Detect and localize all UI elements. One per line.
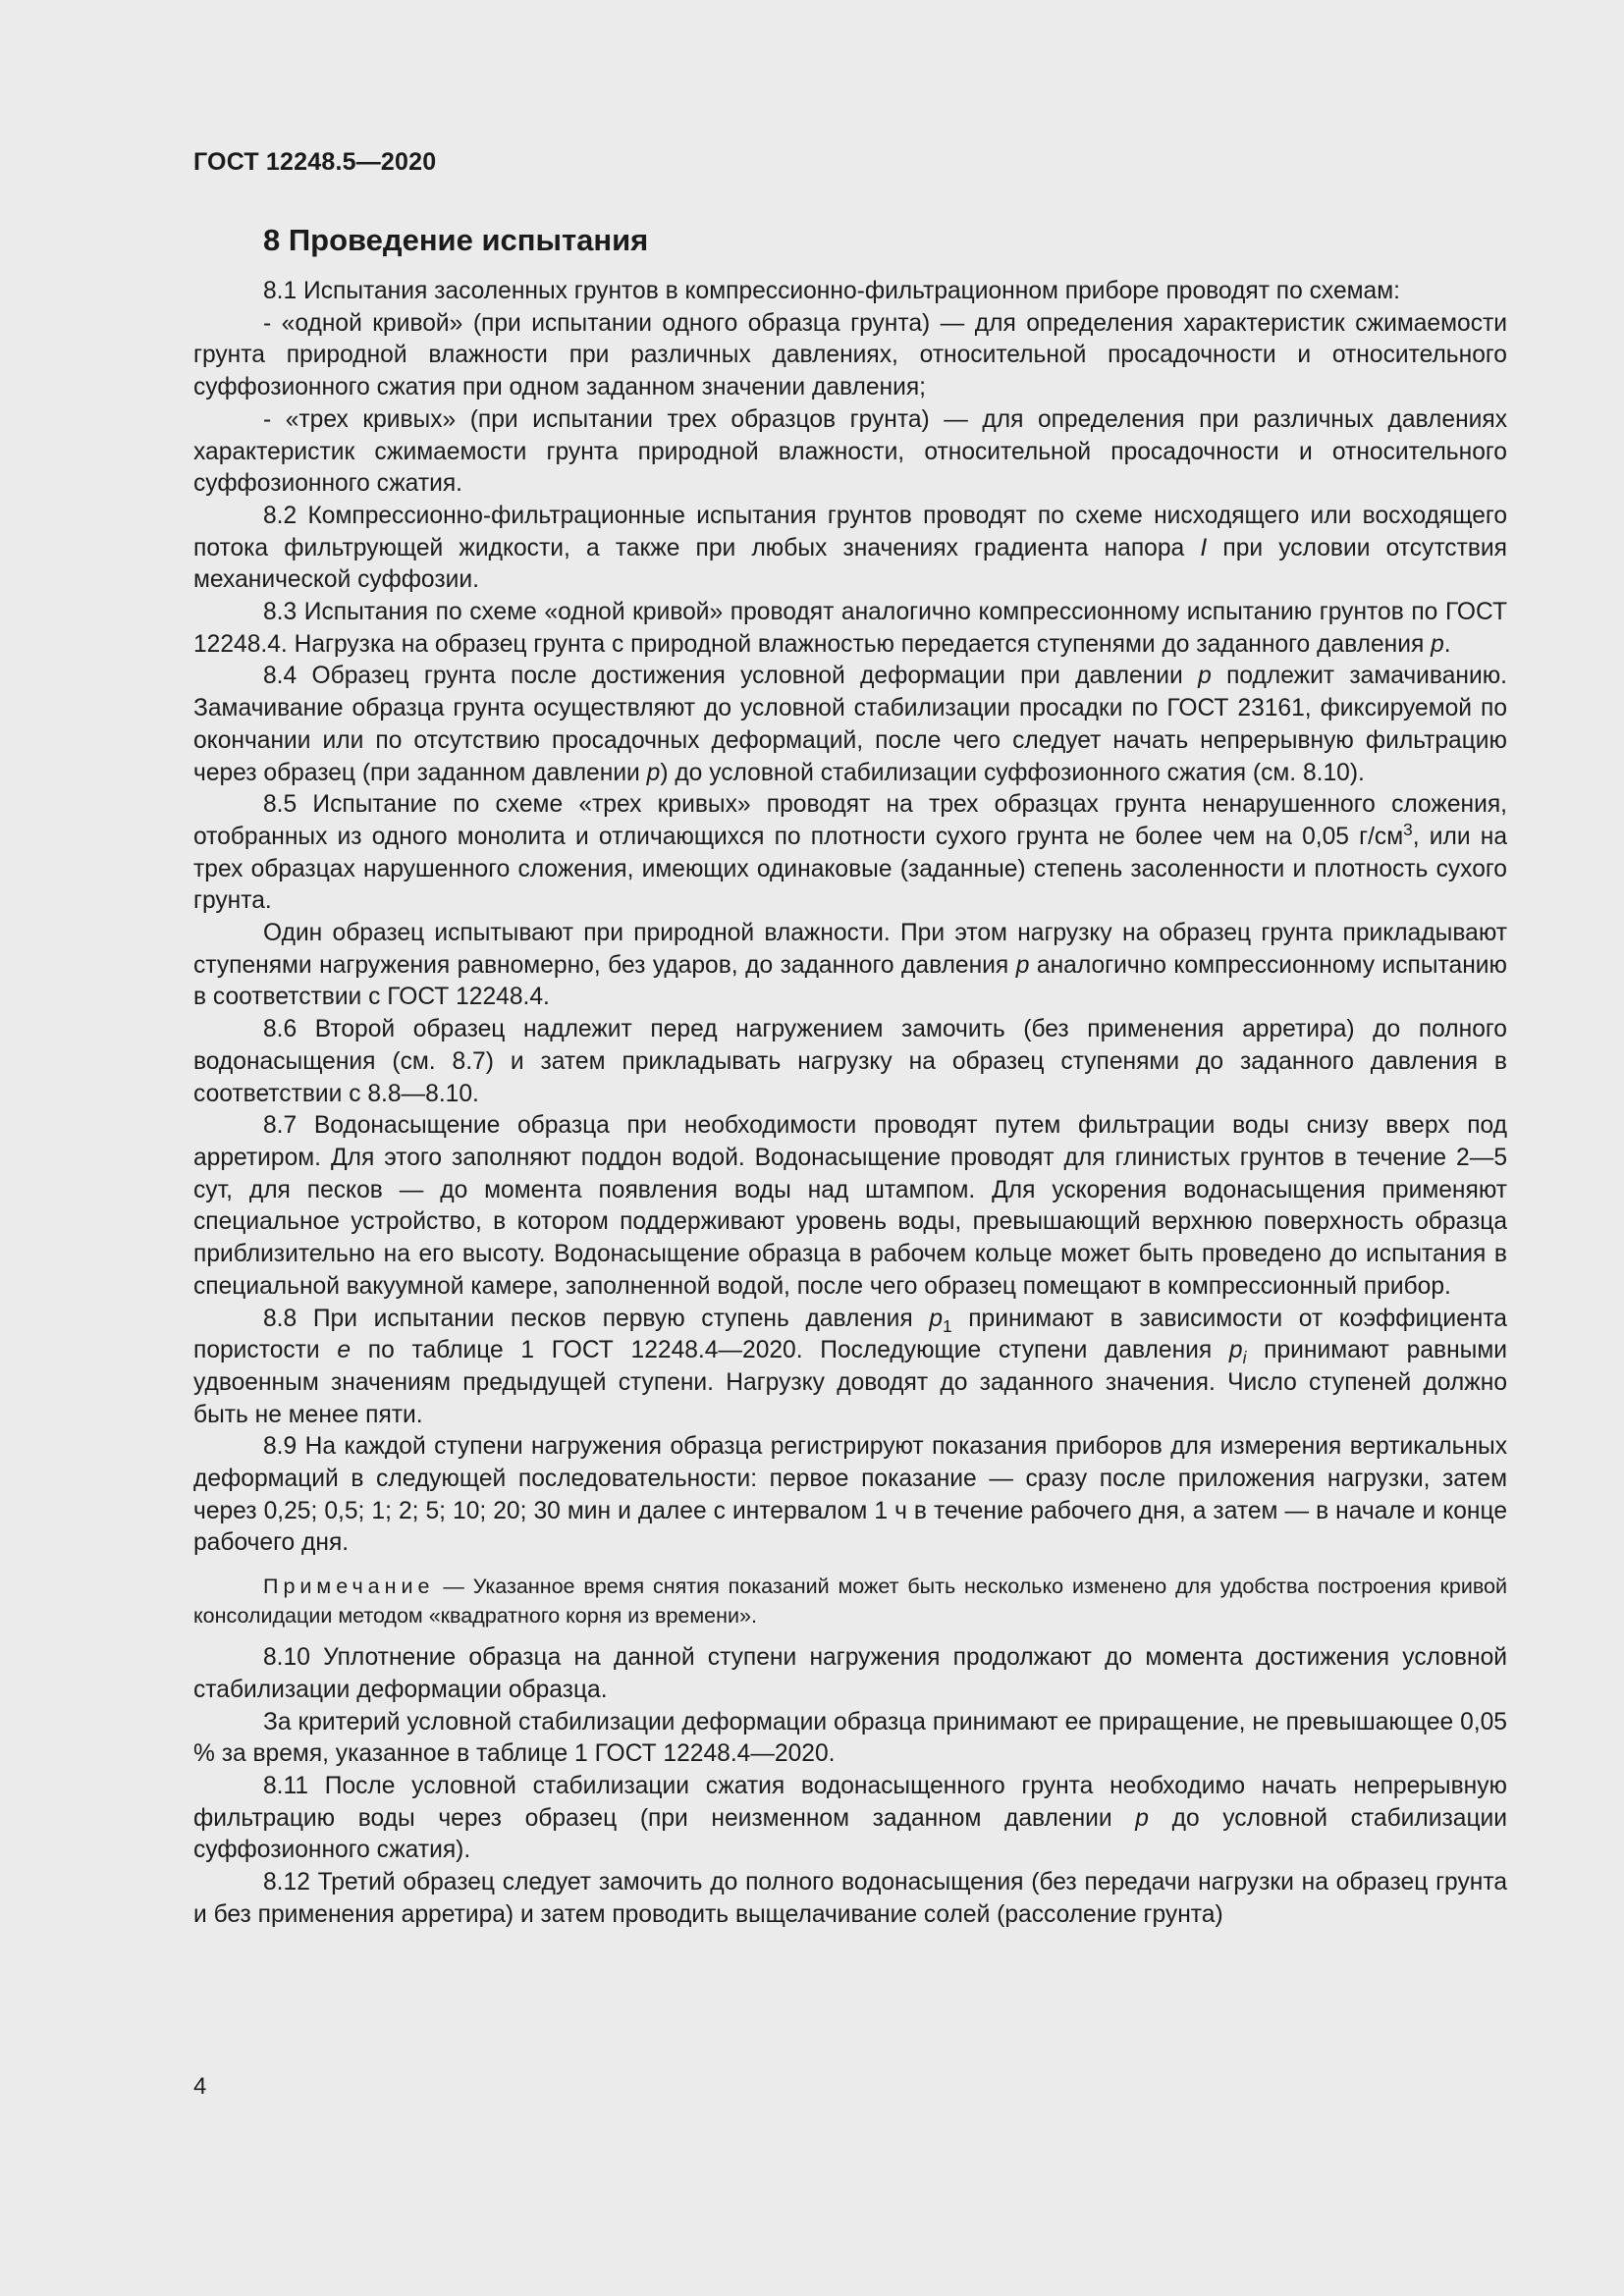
pressure-symbol: p [1015,951,1030,979]
paragraph-8-4-text-c: ) до условной стабилизации суффозионного сжатия (см. 8.10). [660,759,1365,786]
pressure-symbol: p [1228,1337,1243,1364]
standard-header: ГОСТ 12248.5—2020 [193,148,437,176]
step-index-subscript: i [1242,1348,1247,1368]
paragraph-8-4 [193,661,1507,789]
note [193,1572,1507,1630]
paragraph-8-12: 8.12 Третий образец следует замочить до полного водонасыщения (без передачи нагрузки на образец грунта и без применения арретира) и затем проводить выщелачивание солей (рассоление грунта) [193,1869,1507,1928]
paragraph-8-11-text-b: до условной стабилизации суффозионного сжатия). [193,1804,1508,1864]
paragraph-8-2 [193,501,1507,597]
paragraph-8-6: 8.6 Второй образец надлежит перед нагружением замочить (без применения арретира) до полного водонасыщения (см. 8.7) и затем прикладывать нагрузку на образец ступенями до заданного давления в соответствии с 8.8—8.10. [193,1016,1507,1107]
paragraph-8-1-item-one-curve: - «одной кривой» (при испытании одного образца грунта) — для определения характеристик сжимаемости грунта природной влажности при различных давлениях, относительной просадочности и относительного суффозионного сжатия при одном заданном значении давления; [193,309,1507,401]
paragraph-8-5 [193,789,1507,918]
paragraph-8-11 [193,1771,1507,1867]
pressure-symbol: p [1431,630,1444,658]
paragraph-8-4-text-b: подлежит замачиванию. Замачивание образца грунта осуществляют до условной стабилизации просадки по ГОСТ 23161, фиксируемой по окончании или по отсутствию просадочных деформаций, после чего следует начать непрерывную фильтрацию через образец (при заданном давлении [193,663,1507,786]
paragraph-8-5-2-text-a: Один образец испытывают при природной влажности. При этом нагрузку на образец грунта прикладывают ступенями нагружения равномерно, без ударов, до заданного давления [193,920,1507,979]
pressure-symbol: p [1135,1804,1149,1832]
section-title: 8 Проведение испытания [263,223,649,257]
paragraph-8-1: 8.1 Испытания засоленных грунтов в компрессионно-фильтрационном приборе проводят по схемам: [263,278,1400,304]
gradient-symbol: I [1200,534,1208,561]
paragraph-8-5-2-text-b: аналогично компрессионному испытанию в соответствии с ГОСТ 12248.4. [193,951,1507,1011]
paragraph-8-5-text-a: 8.5 Испытание по схеме «трех кривых» проводят на трех образцах грунта ненарушенного сложения, отобранных из одного монолита и отличающихся по плотности сухого грунта не более чем на 0,05 г/см [193,791,1507,850]
paragraph-8-2-text-a: 8.2 Компрессионно-фильтрационные испытания грунтов проводят по схеме нисходящего или восходящего потока фильтрующей жидкости, а также при любых значениях градиента напора [193,502,1507,561]
paragraph-8-10-continued: За критерий условной стабилизации деформации образца принимают ее приращение, не превышающее 0,05 % за время, указанное в таблице 1 ГОСТ 12248.4—2020. [193,1708,1507,1768]
note-label: Примечание [263,1575,435,1599]
cubic-superscript: 3 [1403,819,1413,839]
paragraph-8-1-item-three-curves: - «трех кривых» (при испытании трех образцов грунта) — для определения при различных давлениях характеристик сжимаемости грунта природной влажности, относительной просадочности и относительного суффозионного сжатия. [193,405,1507,498]
paragraph-8-8-text-a: 8.8 При испытании песков первую ступень давления [263,1305,930,1332]
paragraph-8-8-text-d: принимают равными удвоенным значениям предыдущей ступени. Нагрузку доводят до заданного значения. Число ступеней должно быть не менее пяти. [193,1337,1507,1428]
paragraph-8-8-text-c: по таблице 1 ГОСТ 12248.4—2020. Последующие ступени давления [351,1337,1229,1364]
paragraph-8-11-text-a: 8.11 После условной стабилизации сжатия водонасыщенного грунта необходимо начать непрерывную фильтрацию воды через образец (при неизменном заданном давлении [193,1772,1507,1832]
pressure-symbol: p [1198,663,1212,690]
pressure-symbol: p [929,1305,943,1332]
paragraph-8-3 [193,597,1507,661]
paragraph-8-4-text-a: 8.4 Образец грунта после достижения условной деформации при давлении [263,663,1199,690]
page-number: 4 [193,2073,207,2100]
paragraph-8-5-continued [193,918,1507,1014]
body-text [193,276,1507,1931]
paragraph-8-8 [193,1304,1507,1432]
pressure-symbol: p [646,759,661,786]
paragraph-8-9: 8.9 На каждой ступени нагружения образца регистрируют показания приборов для измерения вертикальных деформаций в следующей последовательности: первое показание — сразу после приложения нагрузки, затем через 0,25; 0,5; 1; 2; 5; 10; 20; 30 мин и далее с интервалом 1 ч в течение рабочего дня, а затем — в начале и конце рабочего дня. [193,1433,1507,1557]
paragraph-8-3-text-b: . [1443,630,1451,658]
paragraph-8-7: 8.7 Водонасыщение образца при необходимости проводят путем фильтрации воды снизу вверх под арретиром. Для этого заполняют поддон водой. Водонасыщение проводят для глинистых грунтов в течение 2—5 сут, для песков — до момента появления воды над штампом. Для ускорения водонасыщения применяют специальное устройство, в котором поддерживают уровень воды, превышающий верхнюю поверхность образца приблизительно на его высоту. Водонасыщение образца в рабочем кольце может быть проведено до испытания в специальной вакуумной камере, заполненной водой, после чего образец помещают в компрессионный прибор. [193,1112,1507,1300]
paragraph-8-2-text-b: при условии отсутствия механической суффозии. [193,534,1507,594]
porosity-symbol: e [337,1337,352,1364]
paragraph-8-8-text-b: принимают в зависимости от коэффициента пористости [193,1305,1507,1364]
first-step-subscript: 1 [943,1315,952,1336]
paragraph-8-3-text-a: 8.3 Испытания по схеме «одной кривой» проводят аналогично компрессионному испытанию грунтов по ГОСТ 12248.4. Нагрузка на образец грунта с природной влажностью передается ступенями до заданного давления [193,599,1507,658]
paragraph-8-5-text-b: , или на трех образцах нарушенного сложения, имеющих одинаковые (заданные) степень засоленности и плотность сухого грунта. [193,823,1507,915]
note-text: — Указанное время снятия показаний может быть несколько изменено для удобства построения кривой консолидации методом «квадратного корня из времени». [193,1575,1507,1629]
paragraph-8-10: 8.10 Уплотнение образца на данной ступени нагружения продолжают до момента достижения условной стабилизации деформации образца. [193,1644,1507,1703]
